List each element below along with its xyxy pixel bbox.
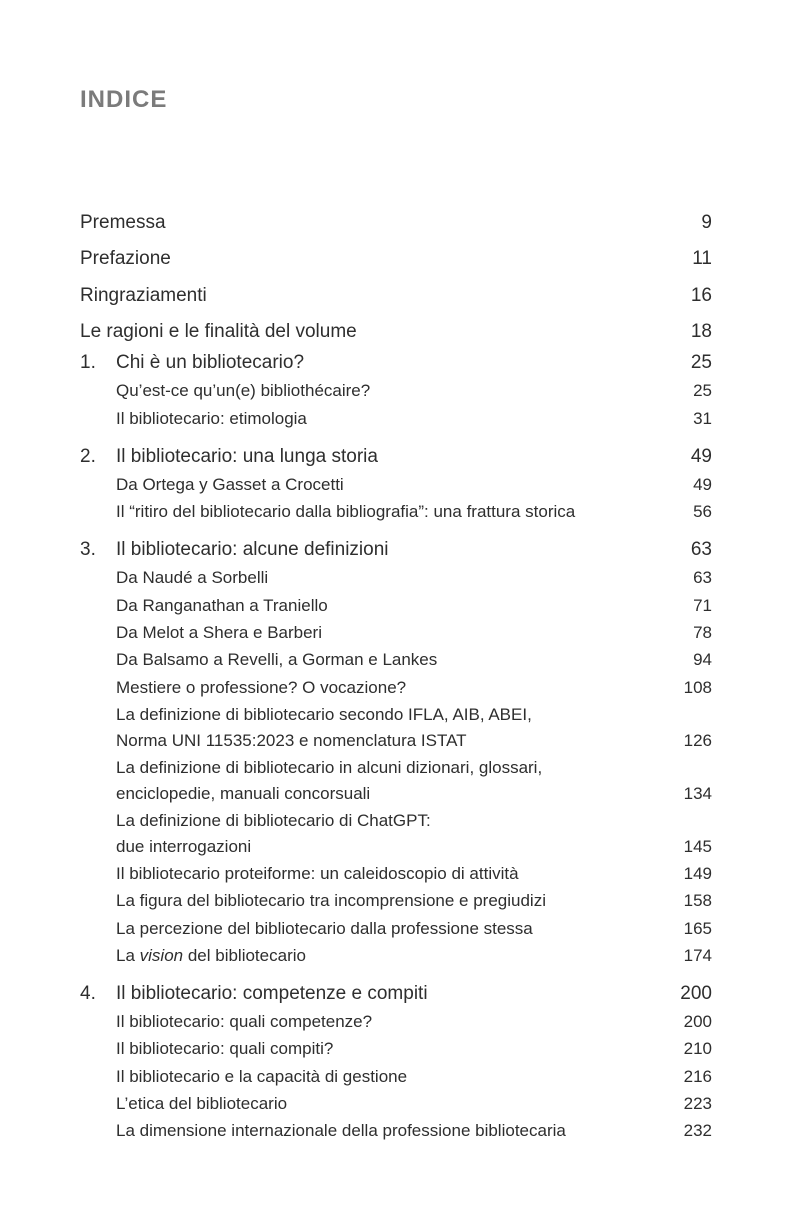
toc-entry[interactable] bbox=[80, 310, 712, 347]
chapter-page: 200 bbox=[680, 982, 712, 1004]
toc-chapter[interactable] bbox=[80, 349, 712, 377]
section-page: 126 bbox=[683, 730, 712, 750]
toc-entry-page: 9 bbox=[701, 211, 712, 233]
chapter-number: 1. bbox=[80, 352, 96, 373]
chapter-title: Il bibliotecario: competenze e compiti bbox=[116, 982, 428, 1004]
section-page: 174 bbox=[683, 945, 712, 965]
toc-section[interactable] bbox=[80, 1117, 712, 1144]
section-page: 210 bbox=[683, 1039, 712, 1059]
section-label-line2: due interrogazioni bbox=[116, 836, 252, 856]
toc-entry-page: 16 bbox=[690, 284, 712, 306]
toc-section[interactable] bbox=[80, 646, 712, 673]
toc-entry-page: 18 bbox=[690, 321, 712, 342]
section-label-line2: Norma UNI 11535:2023 e nomenclatura ISTAT bbox=[116, 730, 467, 750]
section-page: 49 bbox=[693, 474, 712, 494]
section-page: 71 bbox=[693, 595, 712, 615]
section-label: Il bibliotecario proteiforme: un caleidoscopio di attività bbox=[116, 863, 519, 883]
toc-section[interactable] bbox=[80, 404, 712, 431]
section-page: 165 bbox=[683, 918, 712, 938]
toc-section[interactable] bbox=[80, 591, 712, 618]
toc-entry-label: Le ragioni e le finalità del volume bbox=[80, 321, 357, 342]
chapter-title: Chi è un bibliotecario? bbox=[116, 352, 305, 373]
section-label: Da Melot a Shera e Barberi bbox=[116, 623, 322, 643]
toc-section[interactable] bbox=[80, 498, 712, 525]
toc-section[interactable] bbox=[80, 754, 712, 807]
section-label: Il bibliotecario: quali compiti? bbox=[116, 1039, 334, 1059]
section-label: Il bibliotecario: quali competenze? bbox=[116, 1012, 373, 1032]
table-of-contents bbox=[80, 200, 712, 1144]
section-page: 134 bbox=[683, 783, 712, 803]
chapter-number: 4. bbox=[80, 982, 96, 1004]
section-page: 63 bbox=[693, 568, 712, 588]
toc-entry[interactable] bbox=[80, 200, 712, 237]
toc-section[interactable] bbox=[80, 377, 712, 404]
chapter-page: 49 bbox=[690, 445, 712, 467]
section-label: Da Ranganathan a Traniello bbox=[116, 595, 328, 615]
toc-entry-label: Prefazione bbox=[80, 248, 171, 269]
section-label-line1: La definizione di bibliotecario secondo IFLA, AIB, ABEI, bbox=[116, 704, 532, 724]
toc-entry-label: Ringraziamenti bbox=[80, 284, 207, 306]
section-page: 56 bbox=[693, 502, 712, 522]
section-page: 94 bbox=[693, 650, 712, 670]
toc-section[interactable] bbox=[80, 701, 712, 754]
toc-section[interactable] bbox=[80, 860, 712, 887]
toc-section[interactable] bbox=[80, 1008, 712, 1035]
section-label: Da Balsamo a Revelli, a Gorman e Lankes bbox=[116, 650, 438, 670]
section-label-line2: enciclopedie, manuali concorsuali bbox=[116, 783, 371, 803]
section-label: Il “ritiro del bibliotecario dalla bibliografia”: una frattura storica bbox=[116, 502, 576, 522]
section-label: Da Naudé a Sorbelli bbox=[116, 568, 269, 588]
section-label-post: del bibliotecario bbox=[183, 945, 306, 965]
section-label-line1: La definizione di bibliotecario in alcuni dizionari, glossari, bbox=[116, 757, 543, 777]
toc-chapter[interactable] bbox=[80, 980, 712, 1008]
chapter-title: Il bibliotecario: alcune definizioni bbox=[116, 539, 389, 561]
toc-section[interactable] bbox=[80, 1035, 712, 1062]
section-label: Mestiere o professione? O vocazione? bbox=[116, 677, 407, 697]
section-page: 78 bbox=[693, 623, 712, 643]
section-page: 158 bbox=[683, 891, 712, 911]
toc-section[interactable] bbox=[80, 1062, 712, 1089]
section-page: 149 bbox=[683, 863, 712, 883]
section-page: 232 bbox=[683, 1121, 712, 1141]
toc-section[interactable] bbox=[80, 673, 712, 700]
toc-section[interactable] bbox=[80, 619, 712, 646]
section-label: L’etica del bibliotecario bbox=[116, 1094, 288, 1114]
section-page: 216 bbox=[683, 1066, 712, 1086]
section-label: La dimensione internazionale della professione bibliotecaria bbox=[116, 1121, 566, 1141]
chapter-number: 2. bbox=[80, 445, 96, 467]
section-label: Da Ortega y Gasset a Crocetti bbox=[116, 474, 344, 494]
section-label-line1: La definizione di bibliotecario di ChatGPT: bbox=[116, 810, 431, 830]
section-label: Il bibliotecario: etimologia bbox=[116, 408, 307, 428]
toc-chapter[interactable] bbox=[80, 536, 712, 564]
section-page: 145 bbox=[683, 836, 712, 856]
toc-chapter[interactable] bbox=[80, 443, 712, 471]
chapter-title: Il bibliotecario: una lunga storia bbox=[116, 445, 378, 467]
section-page: 223 bbox=[683, 1094, 712, 1114]
toc-section[interactable] bbox=[80, 1090, 712, 1117]
toc-section[interactable] bbox=[80, 887, 712, 914]
chapter-number: 3. bbox=[80, 539, 96, 561]
page-title: INDICE bbox=[80, 86, 168, 113]
chapter-page: 63 bbox=[690, 539, 712, 561]
toc-section[interactable] bbox=[80, 471, 712, 498]
toc-entry-label: Premessa bbox=[80, 211, 166, 233]
toc-section[interactable] bbox=[80, 807, 712, 860]
toc-entry[interactable] bbox=[80, 237, 712, 274]
toc-entry[interactable] bbox=[80, 273, 712, 310]
toc-section[interactable] bbox=[80, 564, 712, 591]
section-label: Il bibliotecario e la capacità di gestione bbox=[116, 1066, 408, 1086]
toc-section[interactable] bbox=[80, 942, 712, 969]
toc-entry-page: 11 bbox=[692, 248, 712, 269]
section-page: 108 bbox=[683, 677, 712, 697]
section-label-italic: vision bbox=[139, 945, 184, 965]
section-label-pre: La bbox=[116, 945, 140, 965]
section-page: 25 bbox=[693, 381, 712, 401]
section-page: 200 bbox=[683, 1012, 712, 1032]
section-label: La figura del bibliotecario tra incomprensione e pregiudizi bbox=[116, 891, 546, 911]
toc-section[interactable] bbox=[80, 914, 712, 941]
chapter-page: 25 bbox=[690, 352, 712, 373]
section-label: Qu’est-ce qu’un(e) bibliothécaire? bbox=[116, 381, 371, 401]
section-page: 31 bbox=[693, 408, 712, 428]
section-label: La percezione del bibliotecario dalla professione stessa bbox=[116, 918, 533, 938]
